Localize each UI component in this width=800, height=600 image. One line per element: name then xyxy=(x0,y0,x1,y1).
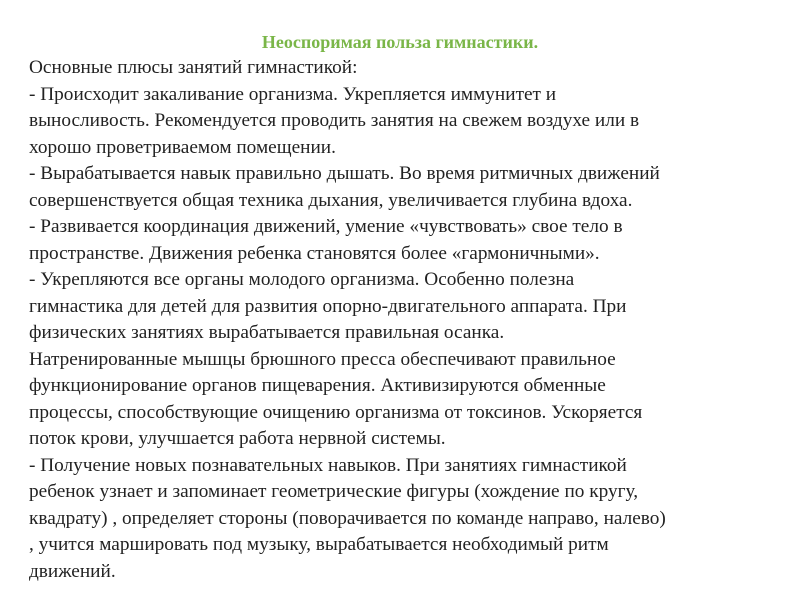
text-line: функционирование органов пищеварения. Активизируются обменные xyxy=(29,375,606,396)
text-line: ребенок узнает и запоминает геометрические фигуры (хождение по кругу, xyxy=(29,481,639,502)
page-title: Неоспоримая польза гимнастики. xyxy=(261,32,539,52)
text-line: физических занятиях вырабатывается правильная осанка. xyxy=(29,322,505,343)
text-line: движений. xyxy=(29,560,116,582)
text-line: хорошо проветриваемом помещении. xyxy=(29,136,336,158)
text-line: Натренированные мышцы брюшного пресса обеспечивают правильное xyxy=(29,348,616,370)
text-line: - Развивается координация движений, умение «чувствовать» свое тело в xyxy=(29,216,623,237)
text-line: - Происходит закаливание организма. Укрепляется иммунитет и xyxy=(29,83,557,105)
text-line: пространстве. Движения ребенка становятся более «гармоничными». xyxy=(29,242,600,264)
text-line: - Вырабатывается навык правильно дышать. Во время ритмичных движений xyxy=(29,163,660,184)
text-line: процессы, способствующие очищению организма от токсинов. Ускоряется xyxy=(29,401,643,423)
text-line: совершенствуется общая техника дыхания, увеличивается глубина вдоха. xyxy=(29,189,633,211)
text-line: , учится маршировать под музыку, вырабатывается необходимый ритм xyxy=(29,534,609,555)
text-line: выносливость. Рекомендуется проводить занятия на свежем воздухе или в xyxy=(29,110,640,131)
text-line: Основные плюсы занятий гимнастикой: xyxy=(29,57,358,78)
text-line: - Укрепляются все органы молодого организма. Особенно полезна xyxy=(29,269,575,290)
text-line: квадрату) , определяет стороны (поворачивается по команде направо, налево) xyxy=(29,507,666,529)
text-line: - Получение новых познавательных навыков. При занятиях гимнастикой xyxy=(29,454,627,476)
text-line: гимнастика для детей для развития опорно-двигательного аппарата. При xyxy=(29,295,627,317)
body-text xyxy=(29,55,779,585)
text-line: поток крови, улучшается работа нервной системы. xyxy=(29,428,446,449)
